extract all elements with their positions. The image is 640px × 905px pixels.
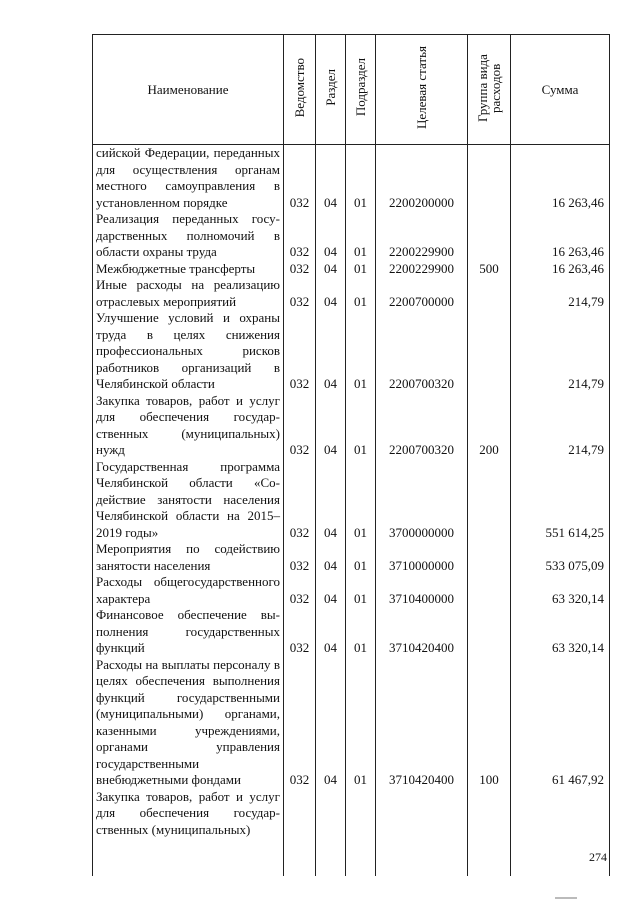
cell-podrazdel: 01: [346, 459, 376, 542]
header-razdel: Раздел: [316, 35, 346, 145]
header-celevaya: Целевая статья: [376, 35, 468, 145]
table-header-row: [93, 35, 610, 145]
table-row: [93, 145, 610, 212]
cell-summa: 533 075,09: [511, 541, 610, 574]
cell-name: Финансовое обеспечение выполнения государственных функций: [93, 607, 284, 657]
cell-razdel: 04: [316, 459, 346, 542]
cell-vedomstvo: 032: [284, 310, 316, 393]
cell-gruppa: [468, 541, 511, 574]
cell-razdel: 04: [316, 393, 346, 459]
cell-name: Расходы общегосударственного характера: [93, 574, 284, 607]
header-summa: Сумма: [511, 35, 610, 145]
cell-razdel: 04: [316, 211, 346, 261]
cell-summa: 61 467,92: [511, 657, 610, 789]
cell-gruppa: [468, 211, 511, 261]
cell-name: Реализация переданных государственных полномочий в области охраны труда: [93, 211, 284, 261]
cell-podrazdel: 01: [346, 261, 376, 278]
cell-gruppa: [468, 607, 511, 657]
budget-table: [92, 34, 610, 876]
cell-podrazdel: 01: [346, 607, 376, 657]
cell-celevaya: 2200700000: [376, 277, 468, 310]
table-row: [93, 574, 610, 607]
cell-vedomstvo: 032: [284, 261, 316, 278]
cell-name: Межбюджетные трансферты: [93, 261, 284, 278]
table-row: [93, 789, 610, 876]
page-number: 274: [589, 850, 607, 864]
cell-podrazdel: 01: [346, 393, 376, 459]
cell-razdel: 04: [316, 657, 346, 789]
cell-vedomstvo: 032: [284, 277, 316, 310]
cell-gruppa: 200: [468, 393, 511, 459]
cell-podrazdel: 01: [346, 310, 376, 393]
table-row: [93, 277, 610, 310]
cell-razdel: [316, 789, 346, 876]
cell-razdel: 04: [316, 310, 346, 393]
cell-razdel: 04: [316, 277, 346, 310]
cell-vedomstvo: 032: [284, 657, 316, 789]
cell-podrazdel: 01: [346, 574, 376, 607]
table-row: [93, 541, 610, 574]
cell-celevaya: 3710400000: [376, 574, 468, 607]
table-row: [93, 211, 610, 261]
header-podrazdel: Подраздел: [346, 35, 376, 145]
header-gruppa: Группа вида расходов: [468, 35, 511, 145]
cell-razdel: 04: [316, 574, 346, 607]
cell-razdel: 04: [316, 145, 346, 212]
cell-gruppa: [468, 459, 511, 542]
cell-podrazdel: 01: [346, 541, 376, 574]
cell-podrazdel: 01: [346, 211, 376, 261]
cell-razdel: 04: [316, 261, 346, 278]
cell-celevaya: 3710420400: [376, 607, 468, 657]
cell-gruppa: [468, 574, 511, 607]
cell-name: Государственная программа Челябинской области «Содействие занятости населения Челябинской области на 2015–2019 годы»: [93, 459, 284, 542]
cell-vedomstvo: 032: [284, 393, 316, 459]
cell-podrazdel: [346, 789, 376, 876]
cell-name: сийской Федерации, переданных для осуществления органам местного самоуправления в установленном порядке: [93, 145, 284, 212]
cell-celevaya: 2200200000: [376, 145, 468, 212]
cell-gruppa: [468, 310, 511, 393]
cell-celevaya: 2200229900: [376, 211, 468, 261]
cell-vedomstvo: 032: [284, 459, 316, 542]
cell-summa: 214,79: [511, 310, 610, 393]
table-row: [93, 459, 610, 542]
cell-name: Улучшение условий и охраны труда в целях снижения профессиональных рисков работников организаций в Челябинской области: [93, 310, 284, 393]
cell-summa: 16 263,46: [511, 145, 610, 212]
table-row: [93, 393, 610, 459]
cell-podrazdel: 01: [346, 657, 376, 789]
cell-vedomstvo: 032: [284, 211, 316, 261]
table-row: [93, 261, 610, 278]
scan-mark: [555, 897, 577, 899]
cell-celevaya: 2200700320: [376, 393, 468, 459]
cell-name: Закупка товаров, работ и услуг для обеспечения государственных (муниципальных) нужд: [93, 393, 284, 459]
cell-gruppa: [468, 145, 511, 212]
header-name: Наименование: [93, 35, 284, 145]
cell-summa: 214,79: [511, 277, 610, 310]
cell-celevaya: 3710420400: [376, 657, 468, 789]
cell-name: Закупка товаров, работ и услуг для обеспечения государственных (муниципальных): [93, 789, 284, 876]
cell-vedomstvo: 032: [284, 541, 316, 574]
cell-name: Иные расходы на реализацию отраслевых мероприятий: [93, 277, 284, 310]
cell-razdel: 04: [316, 607, 346, 657]
cell-vedomstvo: [284, 789, 316, 876]
cell-summa: 214,79: [511, 393, 610, 459]
cell-celevaya: [376, 789, 468, 876]
cell-razdel: 04: [316, 541, 346, 574]
cell-summa: 551 614,25: [511, 459, 610, 542]
cell-summa: 16 263,46: [511, 261, 610, 278]
cell-celevaya: 3700000000: [376, 459, 468, 542]
table-row: [93, 657, 610, 789]
cell-name: Мероприятия по содействию занятости населения: [93, 541, 284, 574]
cell-vedomstvo: 032: [284, 574, 316, 607]
cell-gruppa: [468, 277, 511, 310]
cell-vedomstvo: 032: [284, 145, 316, 212]
cell-podrazdel: 01: [346, 145, 376, 212]
cell-gruppa: 100: [468, 657, 511, 789]
table-row: [93, 310, 610, 393]
cell-celevaya: 2200700320: [376, 310, 468, 393]
cell-celevaya: 2200229900: [376, 261, 468, 278]
cell-summa: 63 320,14: [511, 607, 610, 657]
header-vedomstvo: Ведомство: [284, 35, 316, 145]
table-row: [93, 607, 610, 657]
cell-summa: 16 263,46: [511, 211, 610, 261]
cell-gruppa: 500: [468, 261, 511, 278]
cell-name: Расходы на выплаты персоналу в целях обеспечения выполнения функций государственными (муниципальными) органами, казенными учреждениями, органами управления государственными внебюджетными фондами: [93, 657, 284, 789]
cell-summa: 63 320,14: [511, 574, 610, 607]
cell-podrazdel: 01: [346, 277, 376, 310]
cell-vedomstvo: 032: [284, 607, 316, 657]
cell-celevaya: 3710000000: [376, 541, 468, 574]
cell-gruppa: [468, 789, 511, 876]
